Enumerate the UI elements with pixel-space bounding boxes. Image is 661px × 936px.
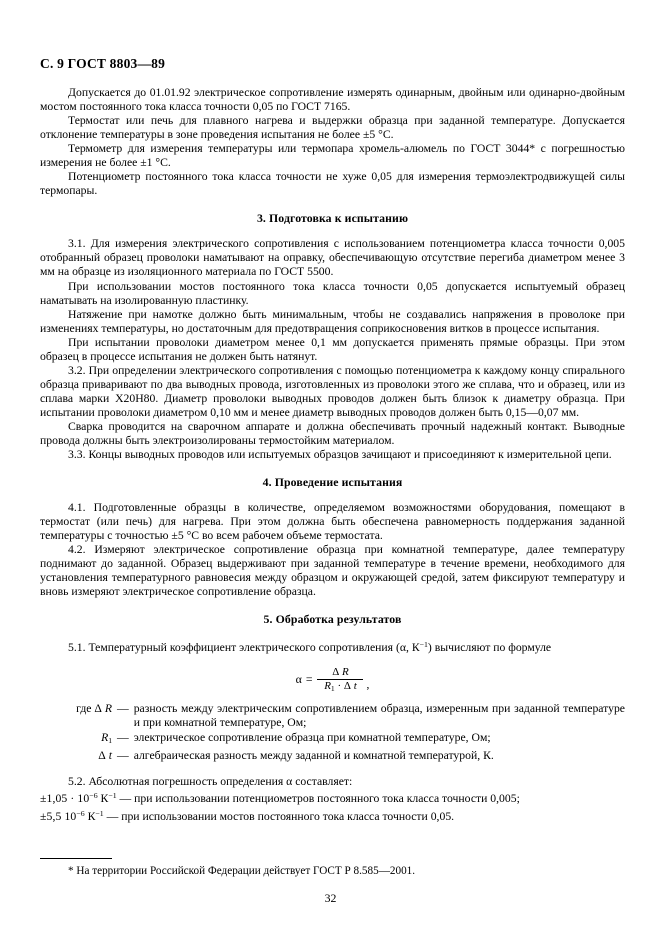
definition-row-delta-t — [40, 749, 625, 763]
denominator-subscript: 1 — [330, 684, 335, 694]
definition-row-r1 — [40, 731, 625, 748]
paragraph-5-2: 5.2. Абсолютная погрешность определения α составляет: — [68, 775, 353, 789]
paragraph-3-1b: При использовании мостов постоянного тока класса точности 0,05 допускается испытуемый образец наматывать на изолированную пластинку. — [40, 279, 625, 307]
footnote-text: * На территории Российской Федерации действует ГОСТ Р 8.585—2001. — [68, 864, 416, 877]
paragraph-4-1: 4.1. Подготовленные образцы в количестве, определяемом возможностями оборудования, помещают в термостат (или печь) для нагрева. При этом должна быть обеспечена равномерность поддержания заданной температуры с точностью ±5 °С во всем рабочем объеме термостата. — [40, 501, 625, 543]
denominator-dot: · — [337, 680, 342, 693]
paragraph-3-3: 3.3. Концы выводных проводов или испытуемых образцов зачищают и присоединяют к измерительной цепи. — [68, 448, 612, 462]
definition-row-delta-r — [40, 702, 625, 730]
paragraph-4-2: 4.2. Измеряют электрическое сопротивление образца при комнатной температуре, далее температуру поднимают до заданной. Образец выдерживают при заданной температуре в течение времени, необходимого для установления температурного равновесия между образцом и окружающей средой, затем фиксируют температуру и вновь измеряют электрическое сопротивление образца. — [40, 543, 625, 599]
error-exponent-2a: −6 — [76, 809, 85, 819]
error-unit-2: К — [84, 810, 96, 824]
error-line-2 — [40, 807, 625, 825]
numerator-variable: R — [342, 665, 349, 678]
definition-symbol-delta-t — [40, 749, 112, 763]
definition-symbol-r1 — [40, 731, 112, 748]
symbol-r1-subscript: 1 — [108, 736, 112, 746]
error-text-1: при использовании потенциометров постоянного тока класса точности 0,005; — [134, 792, 520, 806]
definition-text-delta-r: разность между электрическим сопротивлением образца, измеренным при заданной температуре и при комнатной температуре, Ом; — [133, 702, 625, 730]
error-value-2: ±5,5 10 — [40, 810, 77, 824]
formula-alpha — [296, 667, 370, 694]
formula-block — [40, 667, 625, 694]
paragraph-3-1c: Натяжение при намотке должно быть минимальным, чтобы не создавались напряжения в проволоке при изменениях температуры, но достаточным для предотвращения соприкосновения витков в процессе испытания. — [40, 307, 625, 335]
error-unit-1: К — [97, 792, 109, 806]
paragraph-3-1: 3.1. Для измерения электрического сопротивления с использованием потенциометра класса точности 0,005 отобранный образец проволоки наматывают на оправку, обеспечивающую отсутствие перегиба диаметром менее 3 мм на образце из изоляционного материала по ГОСТ 5500. — [40, 237, 625, 279]
definition-dash: — — [117, 731, 129, 745]
definition-symbol-delta-r — [40, 702, 112, 716]
paragraph-intro-2: Термостат или печь для плавного нагрева и выдержки образца при заданной температуре. Допускается отклонение температуры в зоне проведения испытания не более ±5 °С. — [40, 114, 625, 142]
footnote-separator-rule — [40, 858, 112, 859]
error-exponent-1a: −6 — [89, 791, 98, 801]
error-line-1 — [40, 789, 625, 807]
paragraph-3-2b: Сварка проводится на сварочном аппарате и должна обеспечивать прочный надежный контакт. Выводные провода должны быть электроизолированы термостойким материалом. — [40, 419, 625, 448]
numerator-delta: Δ — [332, 665, 340, 678]
error-dash-2: — — [103, 810, 122, 824]
paragraph-5-1-suffix: ) вычисляют по формуле — [427, 641, 552, 655]
formula-lhs: α — [295, 672, 302, 687]
error-dash-1: — — [116, 792, 135, 806]
symbol-delta-2: Δ — [98, 749, 106, 763]
symbol-delta: Δ — [94, 702, 102, 716]
paragraph-5-1-prefix: 5.1. Температурный коэффициент электрического сопротивления (α, К — [68, 641, 420, 655]
paragraph-3-1d: При испытании проволоки диаметром менее 0,1 мм допускается применять прямые образцы. При этом образец в процессе испытания не должен быть натянут. — [40, 335, 625, 363]
page-content — [40, 86, 625, 825]
symbol-t: t — [108, 749, 112, 763]
error-exponent-1b: −1 — [108, 791, 117, 801]
paragraph-intro-4: Потенциометр постоянного тока класса точности не хуже 0,05 для измерения термоэлектродвижущей силы термопары. — [40, 170, 625, 198]
definition-dash: — — [117, 702, 129, 716]
formula-trailing-comma: , — [366, 679, 370, 692]
section-heading-3: 3. Подготовка к испытанию — [256, 211, 409, 226]
kelvin-exponent: −1 — [419, 640, 428, 650]
footnote-area — [40, 858, 625, 878]
paragraph-5-1 — [40, 638, 625, 655]
definition-dash: — — [117, 749, 129, 763]
paragraph-3-2: 3.2. При определении электрического сопротивления с помощью потенциометра к каждому концу спирального образца приваривают по два выводных провода, изготовленных из проволоки этого же сплава, что и образец, или из сплава марки Х20Н80. Диаметр проволоки выводных проводов должен быть близок к диаметру образца. При испытании проволоки диаметром 0,10 мм и менее диаметр выводных проводов должен быть 0,15—0,07 мм. — [40, 363, 625, 419]
paragraph-intro-1: Допускается до 01.01.92 электрическое сопротивление измерять одинарным, двойным или одинарно-двойным мостом постоянного тока класса точности 0,05 по ГОСТ 7165. — [40, 86, 625, 114]
error-value-1: ±1,05 · 10 — [40, 792, 90, 806]
formula-fraction — [317, 667, 363, 694]
denominator-t: t — [353, 680, 357, 693]
error-exponent-2b: −1 — [95, 809, 104, 819]
formula-definitions-list — [40, 702, 625, 763]
page-number: 32 — [324, 891, 337, 905]
where-label: где — [76, 702, 92, 716]
denominator-delta: Δ — [343, 680, 351, 693]
formula-numerator — [326, 667, 355, 680]
formula-equals-sign: = — [305, 672, 313, 687]
denominator-variable: R — [324, 680, 331, 693]
page-header: С. 9 ГОСТ 8803—89 — [40, 56, 166, 71]
error-text-2: при использовании мостов постоянного тока класса точности 0,05. — [121, 810, 455, 824]
symbol-r1: R — [101, 731, 109, 745]
paragraph-intro-3: Термометр для измерения температуры или термопара хромель-алюмель по ГОСТ 3044* с погрешностью измерения не более ±1 °С. — [40, 142, 625, 170]
symbol-r: R — [104, 702, 112, 716]
section-heading-4: 4. Проведение испытания — [262, 475, 403, 490]
section-heading-5: 5. Обработка результатов — [263, 612, 402, 627]
definition-text-delta-t: алгебраическая разность между заданной и комнатной температурой, К. — [133, 749, 494, 763]
formula-denominator — [318, 680, 363, 693]
definition-text-r1: электрическое сопротивление образца при комнатной температуре, Ом; — [133, 731, 491, 745]
